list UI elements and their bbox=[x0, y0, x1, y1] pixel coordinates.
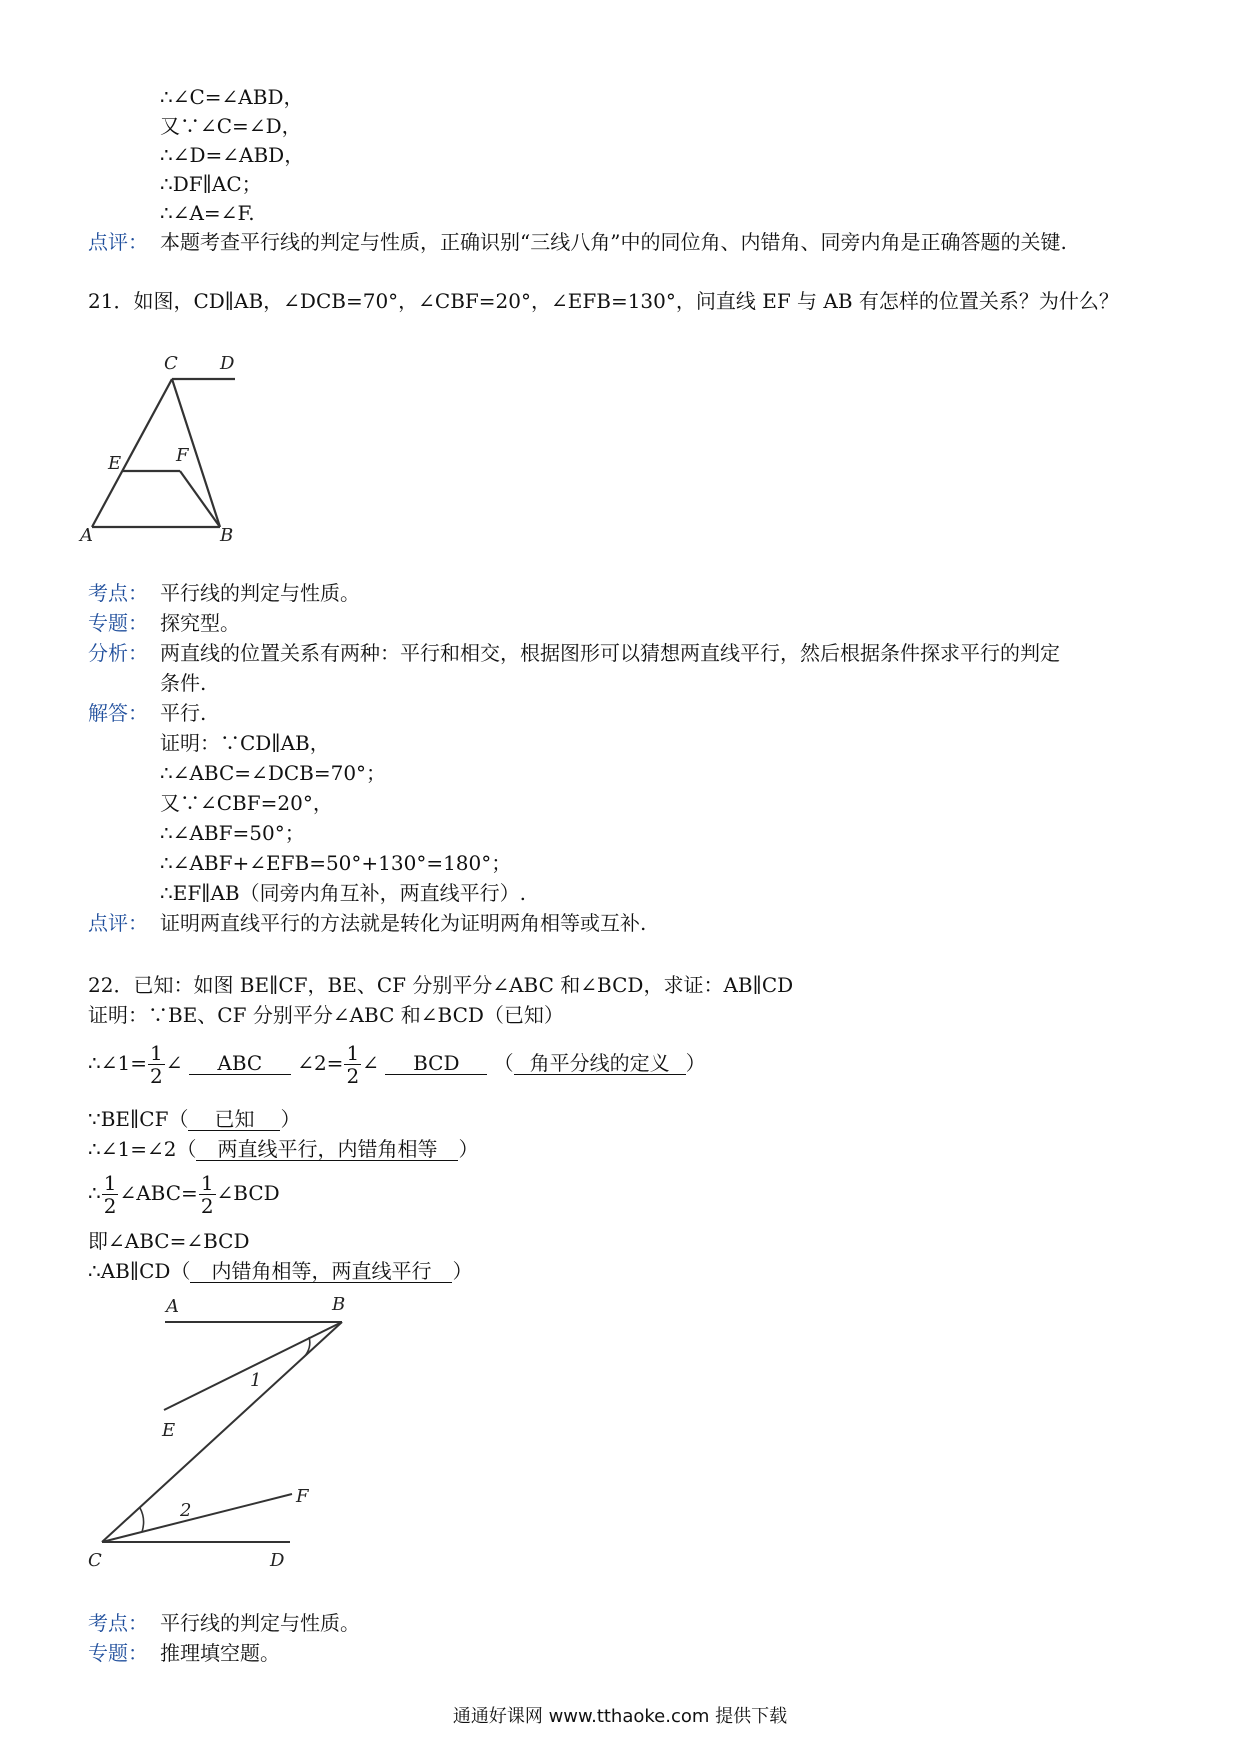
comment-label: 点评： bbox=[88, 230, 148, 254]
step4-frac2-num: 1 bbox=[200, 1171, 214, 1195]
q22-zhuanti bbox=[88, 1640, 280, 1666]
q22-step-1 bbox=[88, 1038, 706, 1088]
blank-reason-3: 两直线平行，内错角相等 bbox=[196, 1138, 458, 1161]
step6-close: ） bbox=[452, 1259, 473, 1283]
q21-jieda bbox=[88, 700, 206, 726]
q21-kaodian-text: 平行线的判定与性质。 bbox=[160, 581, 360, 605]
q21-fenxi-text-2: 条件. bbox=[160, 671, 207, 695]
step1-angle: ∠ bbox=[165, 1051, 183, 1075]
blank-reason-1: 角平分线的定义 bbox=[514, 1052, 686, 1075]
q21-label-e: E bbox=[108, 453, 122, 474]
q21-jieda-label: 解答： bbox=[88, 701, 148, 725]
q22-question: 22．已知：如图 BE∥CF，BE、CF 分别平分∠ABC 和∠BCD，求证：AB∥CD bbox=[88, 973, 794, 997]
blank-reason-4: 内错角相等，两直线平行 bbox=[190, 1260, 452, 1283]
prev-line-2: 又∵∠C=∠D， bbox=[160, 114, 302, 138]
step2-close: ） bbox=[280, 1107, 301, 1131]
q22-step-2 bbox=[88, 1106, 300, 1132]
step1-close: ） bbox=[685, 1051, 706, 1075]
step4-prefix: ∴ bbox=[88, 1181, 101, 1205]
step1-fraction-2 bbox=[344, 1042, 361, 1087]
prev-line-4: ∴DF∥AC； bbox=[160, 172, 262, 196]
q21-zhuanti-text: 探究型。 bbox=[160, 611, 240, 635]
q21-zhuanti bbox=[88, 610, 240, 636]
q22-zhuanti-text: 推理填空题。 bbox=[160, 1641, 280, 1665]
blank-reason-2: 已知 bbox=[188, 1108, 280, 1131]
step4-fraction bbox=[102, 1172, 119, 1217]
prev-line-3: ∴∠D=∠ABD， bbox=[160, 143, 305, 167]
page-footer: 通通好课网 www.tthaoke.com 提供下载 bbox=[452, 1706, 788, 1727]
q22-step-4 bbox=[88, 1168, 280, 1218]
q22-proof-intro: 证明：∵BE、CF 分别平分∠ABC 和∠BCD（已知） bbox=[88, 1003, 564, 1027]
q21-dianping bbox=[88, 910, 646, 936]
q22-label-1: 1 bbox=[250, 1370, 262, 1391]
step1-frac2-den: 2 bbox=[346, 1064, 360, 1088]
q22-step-3 bbox=[88, 1136, 478, 1162]
q22-label-f: F bbox=[296, 1486, 309, 1507]
step6-prefix: ∴AB∥CD（ bbox=[88, 1259, 191, 1283]
step4-fraction-2 bbox=[199, 1172, 216, 1217]
q21-jieda-line-7: ∴EF∥AB（同旁内角互补，两直线平行）. bbox=[160, 881, 526, 905]
blank-abc: ABC bbox=[189, 1052, 291, 1075]
q21-question: 21．如图，CD∥AB，∠DCB=70°，∠CBF=20°，∠EFB=130°，问直线 EF 与 AB 有怎样的位置关系？为什么？ bbox=[88, 289, 1119, 313]
q21-label-f: F bbox=[176, 445, 189, 466]
step1-prefix: ∴∠1= bbox=[88, 1051, 147, 1075]
q21-jieda-line-2: 证明：∵CD∥AB， bbox=[160, 731, 330, 755]
step1-frac2-num: 1 bbox=[346, 1041, 360, 1065]
q21-jieda-line-6: ∴∠ABF+∠EFB=50°+130°=180°； bbox=[160, 851, 512, 875]
q22-label-e: E bbox=[162, 1420, 176, 1441]
q22-label-b: B bbox=[332, 1294, 346, 1315]
q21-fenxi-label: 分析： bbox=[88, 641, 148, 665]
q22-label-d: D bbox=[270, 1550, 285, 1571]
q22-kaodian bbox=[88, 1610, 360, 1636]
step4-frac2-den: 2 bbox=[200, 1194, 214, 1218]
prev-line-1: ∴∠C=∠ABD， bbox=[160, 85, 304, 109]
q21-jieda-line-3: ∴∠ABC=∠DCB=70°； bbox=[160, 761, 387, 785]
step4-part2: ∠BCD bbox=[216, 1181, 280, 1205]
step4-part1: ∠ABC= bbox=[119, 1181, 198, 1205]
q21-zhuanti-label: 专题： bbox=[88, 611, 148, 635]
q21-dianping-label: 点评： bbox=[88, 911, 148, 935]
q21-kaodian bbox=[88, 580, 360, 606]
step1-mid: ∠2= bbox=[297, 1051, 344, 1075]
comment-text: 本题考查平行线的判定与性质，正确识别“三线八角”中的同位角、内错角、同旁内角是正确答题的关键. bbox=[160, 230, 1067, 254]
q22-label-a: A bbox=[166, 1296, 179, 1317]
q22-zhuanti-label: 专题： bbox=[88, 1641, 148, 1665]
q21-fenxi bbox=[88, 640, 1060, 666]
q21-jieda-line-5: ∴∠ABF=50°； bbox=[160, 821, 305, 845]
step2-prefix: ∵BE∥CF（ bbox=[88, 1107, 189, 1131]
q22-figure bbox=[80, 1290, 380, 1580]
q22-step-6 bbox=[88, 1258, 472, 1284]
step1-frac-num: 1 bbox=[149, 1041, 163, 1065]
q21-label-d: D bbox=[220, 353, 235, 374]
q21-label-a: A bbox=[80, 525, 93, 546]
q21-fenxi-text-1: 两直线的位置关系有两种：平行和相交，根据图形可以猜想两直线平行，然后根据条件探求平行的判定 bbox=[160, 641, 1060, 665]
step4-frac-num: 1 bbox=[103, 1171, 117, 1195]
prev-comment bbox=[88, 229, 1067, 255]
q22-label-c: C bbox=[88, 1550, 102, 1571]
step1-open: （ bbox=[493, 1051, 514, 1075]
step3-close: ） bbox=[458, 1137, 479, 1161]
step1-frac-den: 2 bbox=[149, 1064, 163, 1088]
q21-figure bbox=[80, 345, 250, 545]
q21-dianping-text: 证明两直线平行的方法就是转化为证明两角相等或互补. bbox=[160, 911, 647, 935]
step3-prefix: ∴∠1=∠2（ bbox=[88, 1137, 197, 1161]
q21-label-c: C bbox=[164, 353, 178, 374]
blank-bcd: BCD bbox=[385, 1052, 487, 1075]
step1-angle-2: ∠ bbox=[362, 1051, 379, 1075]
q22-label-2: 2 bbox=[180, 1500, 192, 1521]
prev-line-5: ∴∠A=∠F. bbox=[160, 201, 255, 225]
q22-kaodian-text: 平行线的判定与性质。 bbox=[160, 1611, 360, 1635]
step4-frac-den: 2 bbox=[103, 1194, 117, 1218]
q21-jieda-line-4: 又∵∠CBF=20°， bbox=[160, 791, 333, 815]
step1-fraction bbox=[148, 1042, 165, 1087]
q21-label-b: B bbox=[220, 525, 234, 546]
q22-kaodian-label: 考点： bbox=[88, 1611, 148, 1635]
q21-jieda-line-1: 平行. bbox=[160, 701, 207, 725]
q21-kaodian-label: 考点： bbox=[88, 581, 148, 605]
q22-step-5: 即∠ABC=∠BCD bbox=[88, 1229, 250, 1253]
